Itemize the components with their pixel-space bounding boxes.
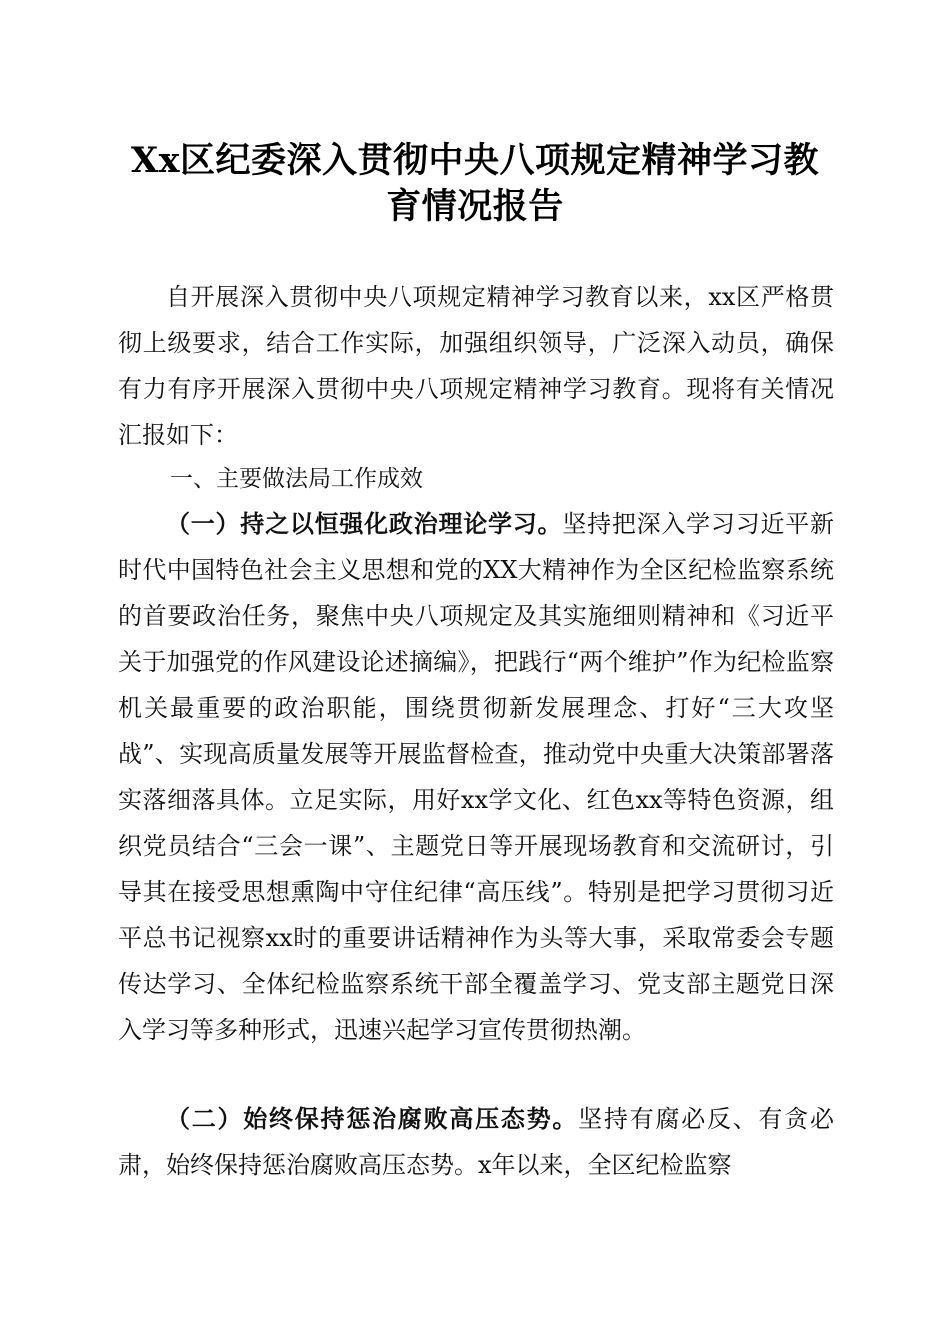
- subsection-1-heading: （一）持之以恒强化政治理论学习。: [166, 509, 563, 538]
- section-1-heading: 一、主要做法局工作成效: [170, 466, 423, 492]
- subsection-1-paragraph: [118, 501, 834, 1053]
- document-title-line-1: Xx区纪委深入贯彻中央八项规定精神学习教: [130, 140, 820, 181]
- subsection-2-heading: （二）始终保持惩治腐败高压态势。: [166, 1104, 579, 1133]
- document-title-line-2: 育情况报告: [386, 186, 564, 227]
- intro-paragraph: 自开展深入贯彻中央八项规定精神学习教育以来，xx区严格贯彻上级要求，结合工作实际，加强组织领导，广泛深入动员，确保有力有序开展深入贯彻中央八项规定精神学习教育。现将有关情况汇报如下：: [118, 283, 834, 449]
- subsection-2-paragraph: [118, 1096, 834, 1188]
- subsection-1-body: 坚持把深入学习习近平新时代中国特色社会主义思想和党的XX大精神作为全区纪检监察系统的首要政治任务，聚焦中央八项规定及其实施细则精神和《习近平关于加强党的作风建设论述摘编》，把践行“两个维护”作为纪检监察机关最重要的政治职能，围绕贯彻新发展理念、打好“三大攻坚战”、实现高质量发展等开展监督检查，推动党中央重大决策部署落实落细落具体。立足实际，用好xx学文化、红色xx等特色资源，组织党员结合“三会一课”、主题党日等开展现场教育和交流研讨，引导其在接受思想熏陶中守住纪律“高压线”。特别是把学习贯彻习近平总书记视察xx时的重要讲话精神作为头等大事，采取常委会专题传达学习、全体纪检监察系统干部全覆盖学习、党支部主题党日深入学习等多种形式，迅速兴起学习宣传贯彻热潮。: [118, 510, 835, 1044]
- subsection-2-body: 坚持有腐必反、有贪必肃，始终保持惩治腐败高压态势。x年以来，全区纪检监察: [118, 1105, 835, 1179]
